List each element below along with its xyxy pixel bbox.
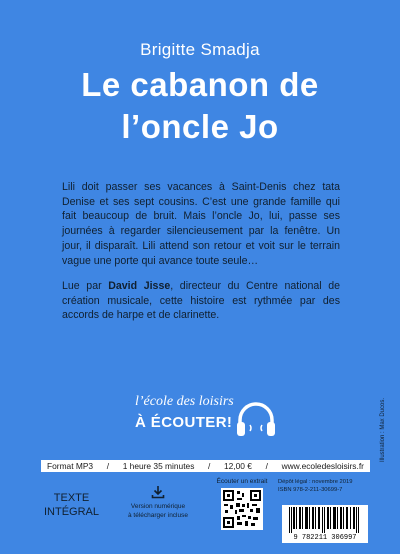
texte-line-1: TEXTE bbox=[53, 492, 90, 504]
separator: / bbox=[265, 461, 268, 471]
website-link[interactable]: www.ecoledesloisirs.fr bbox=[281, 461, 364, 471]
download-icon bbox=[151, 485, 165, 499]
texte-integral-label bbox=[44, 491, 99, 519]
barcode-digits: 9 782211 306997 bbox=[293, 534, 357, 542]
summary-paragraph: Lili doit passer ses vacances à Saint-Denis chez tata Denise et ses sept cousins. C’est une grande famille qui fait beaucoup de bruit. Mais l’oncle Jo, lui, passe ses journées à regarder silencieusement par la fenêtre. Un jour, il disparaît. Lili attend son retour et voit sur le terrain vague une porte qui avance toute seule… bbox=[62, 181, 340, 267]
barcode-icon bbox=[282, 505, 368, 543]
texte-line-2: INTÉGRAL bbox=[44, 506, 100, 518]
download-line-2: à télécharger incluse bbox=[128, 511, 188, 519]
separator: / bbox=[106, 461, 110, 471]
narrator-name: David Jisse bbox=[108, 280, 171, 292]
format-label: Format MP3 bbox=[47, 461, 94, 471]
download-info bbox=[118, 485, 198, 520]
depot-legal: Dépôt légal : novembre 2019 bbox=[278, 479, 353, 485]
price-label: 12,00 € bbox=[224, 461, 252, 471]
narrator-post: , directeur du Centre national de création musicale, cette histoire est rythmée par des accords de harpe et de clarinette. bbox=[62, 280, 340, 322]
author-name: Brigitte Smadja bbox=[140, 40, 260, 59]
qr-code-icon[interactable] bbox=[221, 488, 263, 530]
qr-block bbox=[210, 478, 274, 530]
separator: / bbox=[208, 461, 211, 471]
badge-publisher: l’école des loisirs bbox=[135, 394, 234, 409]
duration-label: 1 heure 35 minutes bbox=[122, 461, 195, 471]
info-bar bbox=[41, 460, 370, 472]
illustration-credit: Illustration : Max Ducos. bbox=[380, 397, 386, 462]
qr-label: Écouter un extrait bbox=[216, 478, 268, 485]
barcode-bars bbox=[282, 505, 368, 535]
qr-code-graphic bbox=[223, 490, 261, 528]
download-line-1: Version numérique bbox=[130, 503, 186, 510]
badge-listen-label: À ÉCOUTER! bbox=[135, 414, 233, 431]
narrator-pre: Lue par bbox=[62, 280, 109, 292]
title-line-1: Le cabanon de bbox=[81, 66, 319, 103]
narrator-paragraph bbox=[62, 279, 340, 323]
legal-info bbox=[278, 478, 370, 494]
title-line-2: l’oncle Jo bbox=[121, 108, 279, 145]
headphones-icon bbox=[234, 399, 278, 441]
isbn: ISBN 978-2-211-30699-7 bbox=[278, 487, 343, 493]
book-title bbox=[0, 64, 400, 148]
audio-badge bbox=[118, 393, 288, 443]
